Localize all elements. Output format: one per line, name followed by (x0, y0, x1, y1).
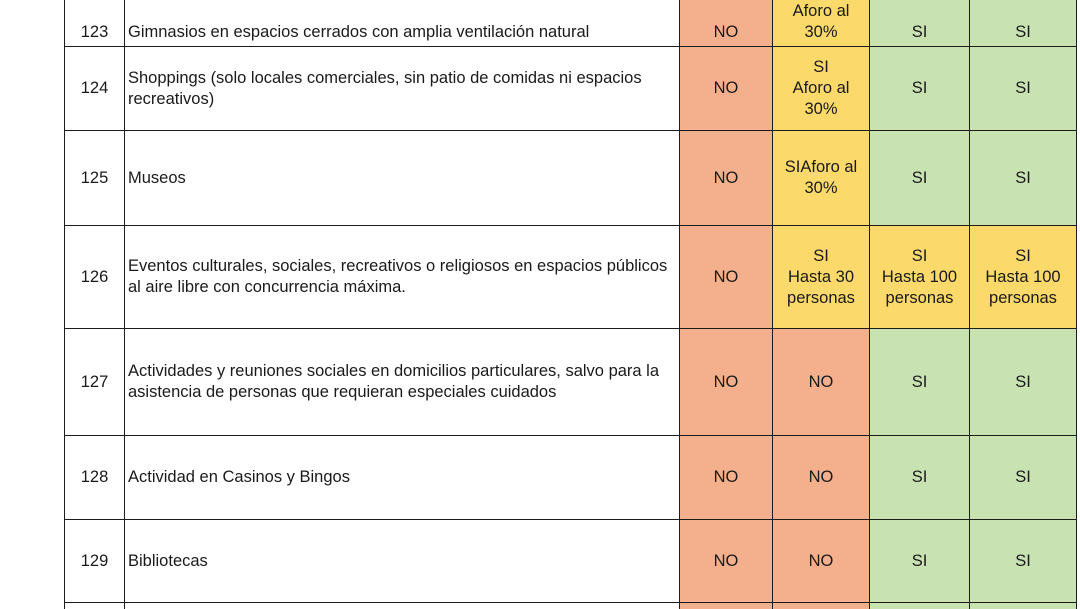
phase-1-cell (680, 0, 773, 47)
phase-2-text: NO (808, 551, 834, 570)
phase-1-cell (680, 226, 773, 329)
row-number: 129 (65, 520, 125, 603)
phase-2-cell (773, 0, 870, 47)
phase-4-cell (970, 47, 1077, 131)
phase-3-cell (870, 131, 970, 226)
table-row (65, 131, 1077, 226)
table-row (65, 520, 1077, 603)
phase-1-text: NO (713, 168, 739, 187)
phase-2-cell (773, 131, 870, 226)
phase-1-cell (680, 47, 773, 131)
phase-2-cell (773, 47, 870, 131)
phase-3-cell (870, 47, 970, 131)
phase-1-text: NO (713, 267, 739, 286)
table-row (65, 329, 1077, 436)
phase-4-cell (970, 131, 1077, 226)
phase-4-cell (970, 520, 1077, 603)
table-row (65, 226, 1077, 329)
phase-2-text: NO (808, 372, 834, 391)
row-number: 126 (65, 226, 125, 329)
row-number: 128 (65, 436, 125, 520)
row-number: 127 (65, 329, 125, 436)
table-row (65, 0, 1077, 47)
phase-3-cell (870, 329, 970, 436)
activity-cell: Eventos culturales, sociales, recreativos o religiosos en espacios públicos al aire libre con concurrencia máxima. (125, 226, 680, 329)
phase-4-text: SI (1015, 23, 1031, 41)
activity-cell: Museos (125, 131, 680, 226)
phase-3-cell (870, 436, 970, 520)
phase-3-text: SI (911, 79, 928, 97)
row-number: 125 (65, 131, 125, 226)
phase-2-cell (773, 329, 870, 436)
phase-2-cell (773, 436, 870, 520)
phase-4-text: SI (1015, 79, 1031, 97)
phase-1-text: NO (713, 551, 739, 570)
table-row (65, 603, 1077, 609)
phase-2-cell (773, 603, 870, 609)
phase-3-text: SI (911, 23, 928, 41)
phase-3-text: SI Hasta 100 personas (881, 246, 958, 307)
phase-4-cell (970, 436, 1077, 520)
row-number (65, 603, 125, 609)
activity-cell: Shoppings (solo locales comerciales, sin patio de comidas ni espacios recreativos) (125, 47, 680, 131)
table-row (65, 436, 1077, 520)
phase-3-text: SI (911, 468, 928, 486)
activity-cell: Bibliotecas (125, 520, 680, 603)
phase-1-cell (680, 329, 773, 436)
phase-4-text: SI (1015, 372, 1031, 391)
phase-2-text: SI Hasta 30 personas (787, 246, 855, 307)
row-number: 123 (65, 0, 125, 47)
phase-4-text: SI (1015, 468, 1031, 486)
phase-4-cell (970, 329, 1077, 436)
phase-3-text: SI (911, 551, 928, 570)
phase-1-text: NO (713, 79, 739, 97)
phase-1-text: NO (713, 372, 739, 391)
phase-1-cell (680, 436, 773, 520)
measures-table (64, 0, 1077, 609)
phase-2-text: Aforo al 30% (792, 2, 850, 41)
phase-1-cell (680, 131, 773, 226)
phase-3-cell (870, 0, 970, 47)
phase-4-text: SI (1015, 168, 1031, 187)
phase-1-text: NO (713, 468, 739, 486)
activity-cell: Actividades y reuniones sociales en domicilios particulares, salvo para la asistencia de personas que requieran especiales cuidados (125, 329, 680, 436)
phase-3-cell (870, 603, 970, 609)
phase-1-text: NO (713, 23, 739, 41)
phase-2-text: SIAforo al 30% (784, 158, 858, 197)
phase-4-cell (970, 0, 1077, 47)
activity-cell: Actividad en Casinos y Bingos (125, 436, 680, 520)
phase-2-text: SI Aforo al 30% (792, 58, 850, 118)
phase-3-cell (870, 226, 970, 329)
phase-2-cell (773, 520, 870, 603)
table-row (65, 47, 1077, 131)
phase-4-text: SI (1015, 551, 1031, 570)
phase-1-cell (680, 520, 773, 603)
phase-3-text: SI (911, 372, 928, 391)
phase-4-text: SI Hasta 100 personas (985, 246, 1061, 307)
activity-cell: Gimnasios en espacios cerrados con amplia ventilación natural (125, 0, 680, 47)
phase-3-text: SI (911, 168, 928, 187)
phase-2-cell (773, 226, 870, 329)
phase-3-cell (870, 520, 970, 603)
phase-2-text: NO (808, 468, 834, 486)
phase-4-cell (970, 603, 1077, 609)
phase-1-cell (680, 603, 773, 609)
phase-4-cell (970, 226, 1077, 329)
activity-cell (125, 603, 680, 609)
row-number: 124 (65, 47, 125, 131)
